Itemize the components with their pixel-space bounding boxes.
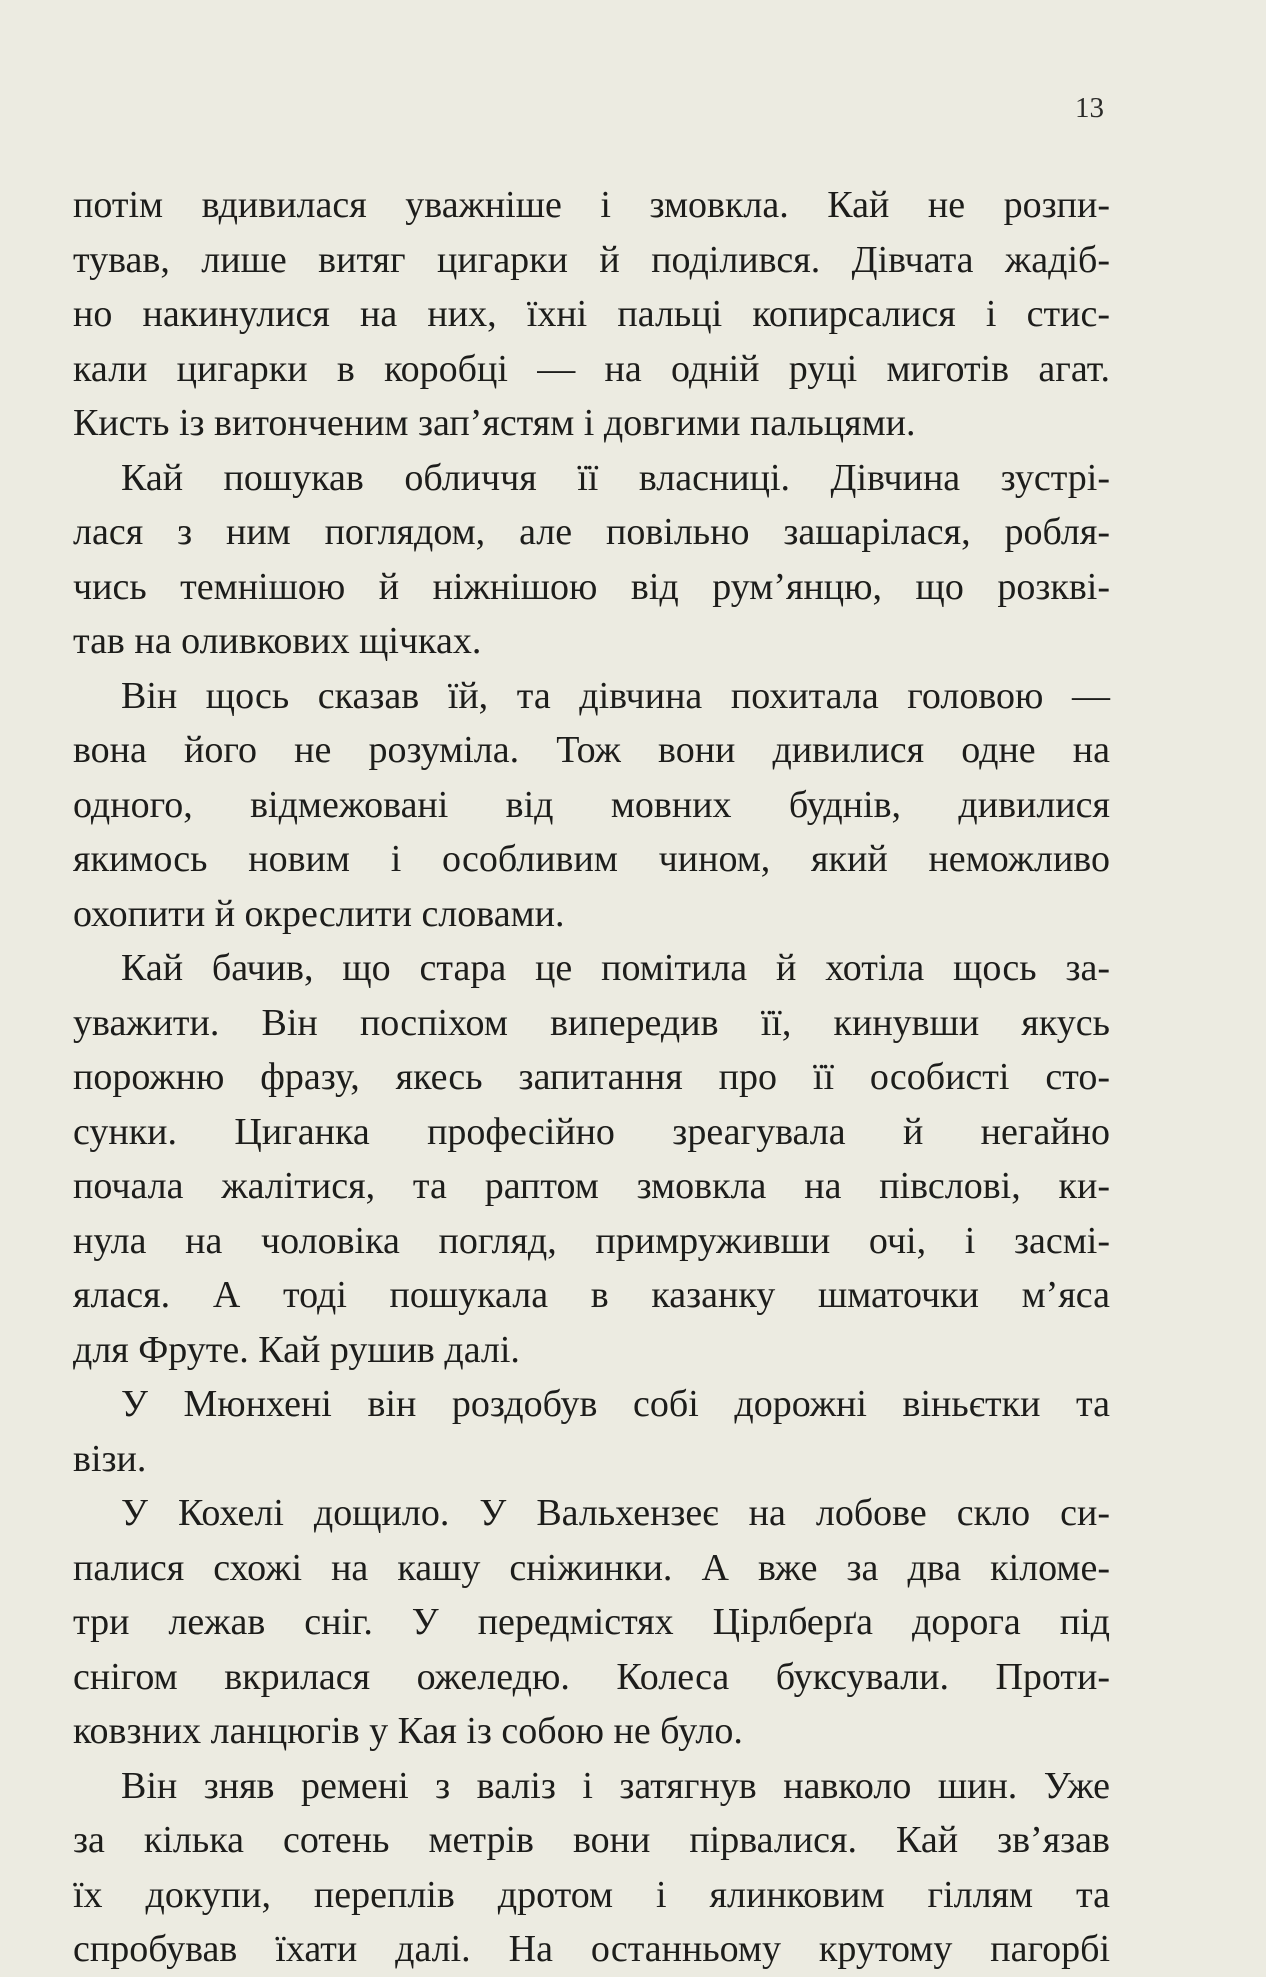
text-line: тав на оливкових щічках. bbox=[73, 620, 482, 662]
text-line: за кілька сотень метрів вони пірвалися. Кай зв’язав bbox=[73, 1819, 1110, 1861]
text-line: одного, відмежовані від мовних буднів, дивилися bbox=[73, 783, 1110, 826]
text-line: палися схожі на кашу сніжинки. А вже за два кіломе- bbox=[73, 1546, 1110, 1589]
text-line: порожню фразу, якесь запитання про її особисті сто- bbox=[73, 1056, 1110, 1098]
text-line: Кай бачив, що стара це помітила й хотіла щось за- bbox=[121, 947, 1110, 989]
text-line: кали цигарки в коробці — на одній руці миготів агат. bbox=[73, 347, 1110, 390]
text-line: їх докупи, переплів дротом і ялинковим гіллям та bbox=[73, 1873, 1110, 1916]
text-line: потім вдивилася уважніше і змовкла. Кай не розпи- bbox=[73, 184, 1110, 226]
text-line: спробував їхати далі. На останньому крутому пагорбі bbox=[73, 1928, 1110, 1970]
text-line: три лежав сніг. У передмістях Цірлберґа дорога під bbox=[73, 1601, 1110, 1643]
text-line: ковзних ланцюгів у Кая із собою не було. bbox=[73, 1710, 743, 1752]
text-line: сунки. Циганка професійно зреагувала й негайно bbox=[73, 1110, 1110, 1153]
page-number: 13 bbox=[1075, 92, 1104, 124]
text-line: уважити. Він поспіхом випередив її, кинувши якусь bbox=[73, 1001, 1110, 1044]
text-line: Кисть із витонченим зап’ястям і довгими пальцями. bbox=[73, 402, 916, 444]
text-line: тував, лише витяг цигарки й поділився. Дівчата жадіб- bbox=[73, 238, 1110, 281]
text-line: лася з ним поглядом, але повільно зашарілася, робля- bbox=[73, 511, 1110, 553]
text-line: ялася. А тоді пошукала в казанку шматочки м’яса bbox=[73, 1274, 1110, 1316]
text-line: вона його не розуміла. Тож вони дивилися одне на bbox=[73, 729, 1110, 771]
text-line: снігом вкрилася ожеледю. Колеса буксували. Проти- bbox=[73, 1655, 1110, 1698]
text-line: почала жалітися, та раптом змовкла на півслові, ки- bbox=[73, 1165, 1110, 1207]
text-line: охопити й окреслити словами. bbox=[73, 892, 565, 935]
text-line: Він зняв ремені з валіз і затягнув навколо шин. Уже bbox=[121, 1764, 1110, 1807]
text-line: нула на чоловіка погляд, примруживши очі, і засмі- bbox=[73, 1219, 1110, 1262]
text-line: чись темнішою й ніжнішою від рум’янцю, що розкві- bbox=[73, 565, 1110, 608]
text-line: Кай пошукав обличчя її власниці. Дівчина зустрі- bbox=[121, 456, 1110, 499]
text-line: для Фруте. Кай рушив далі. bbox=[73, 1328, 520, 1371]
body-text bbox=[73, 178, 1110, 1977]
text-line: У Кохелі дощило. У Вальхензеє на лобове скло си- bbox=[121, 1492, 1110, 1534]
text-line: якимось новим і особливим чином, який неможливо bbox=[73, 838, 1110, 880]
text-line: Він щось сказав їй, та дівчина похитала головою — bbox=[121, 674, 1110, 717]
text-line: но накинулися на них, їхні пальці копирсалися і стис- bbox=[73, 293, 1110, 335]
text-line: візи. bbox=[73, 1437, 147, 1480]
text-line: У Мюнхені він роздобув собі дорожні віньєтки та bbox=[121, 1383, 1110, 1425]
